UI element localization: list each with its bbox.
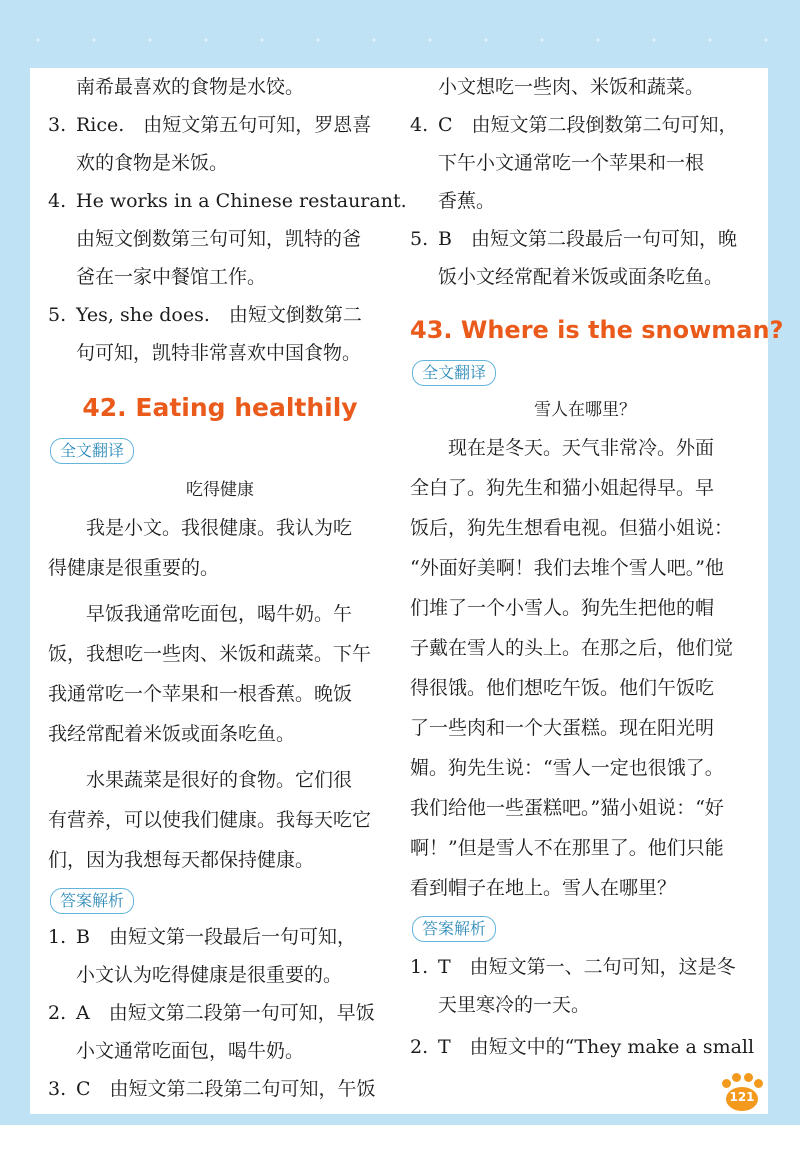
translation-line: 我通常吃一个苹果和一根香蕉。晚饭: [48, 683, 353, 705]
section-title: 42. Eating healthily: [82, 393, 358, 422]
answer-text: Yes, she does. 由短文倒数第二: [76, 304, 362, 326]
translation-line: 我是小文。我很健康。我认为吃: [48, 517, 353, 539]
page-number: 121: [729, 1090, 755, 1104]
translation-line: 有营养，可以使我们健康。我每天吃它: [48, 809, 372, 831]
paw-toe-icon: [744, 1073, 753, 1082]
translation-line: 们堆了一个小雪人。狗先生把他的帽: [410, 597, 715, 619]
answer-continuation: 南希最喜欢的食物是水饺。: [76, 76, 305, 98]
translation-line: 全白了。狗先生和猫小姐起得早。早: [410, 477, 715, 499]
translation-line: 我们给他一些蛋糕吧。”猫小姐说：“好: [410, 797, 724, 819]
translation-line: 了一些肉和一个大蛋糕。现在阳光明: [410, 717, 715, 739]
answer-continuation: 香蕉。: [438, 190, 496, 212]
right-column: [410, 68, 784, 1066]
translation-body: [48, 508, 392, 880]
translation-line: 啊！”但是雪人不在那里了。他们只能: [410, 837, 724, 859]
answer-text: B 由短文第一段最后一句可知，: [76, 926, 356, 948]
answer-continuation: 小文通常吃面包，喝牛奶。: [76, 1040, 305, 1062]
translation-line: 媚。狗先生说：“雪人一定也很饿了。: [410, 757, 724, 779]
answer-number: 2.: [410, 1036, 429, 1058]
translation-line: 水果蔬菜是很好的食物。它们很: [48, 769, 353, 791]
answer-number: 3.: [48, 1078, 67, 1100]
section-title: 43. Where is the snowman?: [410, 316, 784, 344]
answer-text: A 由短文第二段第一句可知，早饭: [76, 1002, 375, 1024]
answer-continuation: 句可知，凯特非常喜欢中国食物。: [76, 342, 362, 364]
answer-number: 2.: [48, 1002, 67, 1024]
prev-answers-list: [410, 68, 760, 296]
answers-tag: 答案解析: [50, 888, 134, 914]
answer-continuation: 爸在一家中餐馆工作。: [76, 266, 267, 288]
translation-title: 雪人在哪里？: [534, 400, 636, 420]
translation-line: 看到帽子在地上。雪人在哪里？: [410, 877, 677, 899]
translation-line: 得很饿。他们想吃午饭。他们午饭吃: [410, 677, 715, 699]
answer-continuation: 由短文倒数第三句可知，凯特的爸: [76, 228, 362, 250]
answer-continuation: 天里寒冷的一天。: [438, 994, 591, 1016]
paw-toe-icon: [754, 1079, 763, 1088]
translation-line: 们，因为我想每天都保持健康。: [48, 849, 315, 871]
answer-number: 4.: [48, 190, 67, 212]
answer-text: C 由短文第二段倒数第二句可知，: [438, 114, 738, 136]
page-content: [30, 68, 784, 1114]
left-column: [48, 68, 407, 1108]
translation-line: 子戴在雪人的头上。在那之后，他们觉: [410, 637, 734, 659]
answer-text: T 由短文第一、二句可知，这是冬: [438, 956, 736, 978]
answers-list: [410, 948, 760, 1066]
translation-line: 我经常配着米饭或面条吃鱼。: [48, 723, 296, 745]
answer-text: He works in a Chinese restaurant.: [76, 190, 407, 212]
answer-continuation: 饭小文经常配着米饭或面条吃鱼。: [438, 266, 724, 288]
answer-text: B 由短文第二段最后一句可知，晚: [438, 228, 737, 250]
answer-continuation: 下午小文通常吃一个苹果和一根: [438, 152, 705, 174]
answer-continuation: 小文想吃一些肉、米饭和蔬菜。: [438, 76, 705, 98]
translation-tag: 全文翻译: [50, 438, 134, 464]
translation-line: 早饭我通常吃面包，喝牛奶。午: [48, 603, 353, 625]
answer-number: 4.: [410, 114, 429, 136]
prev-answers-list: [48, 68, 407, 372]
answer-text: C 由短文第二段第二句可知，午饭: [76, 1078, 376, 1100]
answer-continuation: 欢的食物是米饭。: [76, 152, 229, 174]
translation-line: 现在是冬天。天气非常冷。外面: [410, 437, 715, 459]
translation-line: 得健康是很重要的。: [48, 557, 220, 579]
answer-continuation: 小文认为吃得健康是很重要的。: [76, 964, 343, 986]
answer-text: Rice. 由短文第五句可知，罗恩喜: [76, 114, 372, 136]
translation-tag: 全文翻译: [412, 360, 496, 386]
translation-line: “外面好美啊！我们去堆个雪人吧。”他: [410, 557, 724, 579]
paw-toe-icon: [722, 1079, 731, 1088]
page-number-badge: [720, 1073, 766, 1117]
paw-toe-icon: [732, 1073, 741, 1082]
translation-line: 饭，我想吃一些肉、米饭和蔬菜。下午: [48, 643, 372, 665]
answers-list: [48, 918, 392, 1108]
translation-line: 饭后，狗先生想看电视。但猫小姐说：: [410, 517, 734, 539]
answer-number: 5.: [410, 228, 429, 250]
answer-text: T 由短文中的“They make a small: [438, 1036, 755, 1058]
answer-number: 3.: [48, 114, 67, 136]
bottom-margin: [0, 1125, 800, 1156]
answer-number: 5.: [48, 304, 67, 326]
answers-tag: 答案解析: [412, 916, 496, 942]
translation-title: 吃得健康: [186, 480, 254, 500]
answer-number: 1.: [48, 926, 67, 948]
translation-body: [410, 428, 760, 908]
answer-number: 1.: [410, 956, 429, 978]
